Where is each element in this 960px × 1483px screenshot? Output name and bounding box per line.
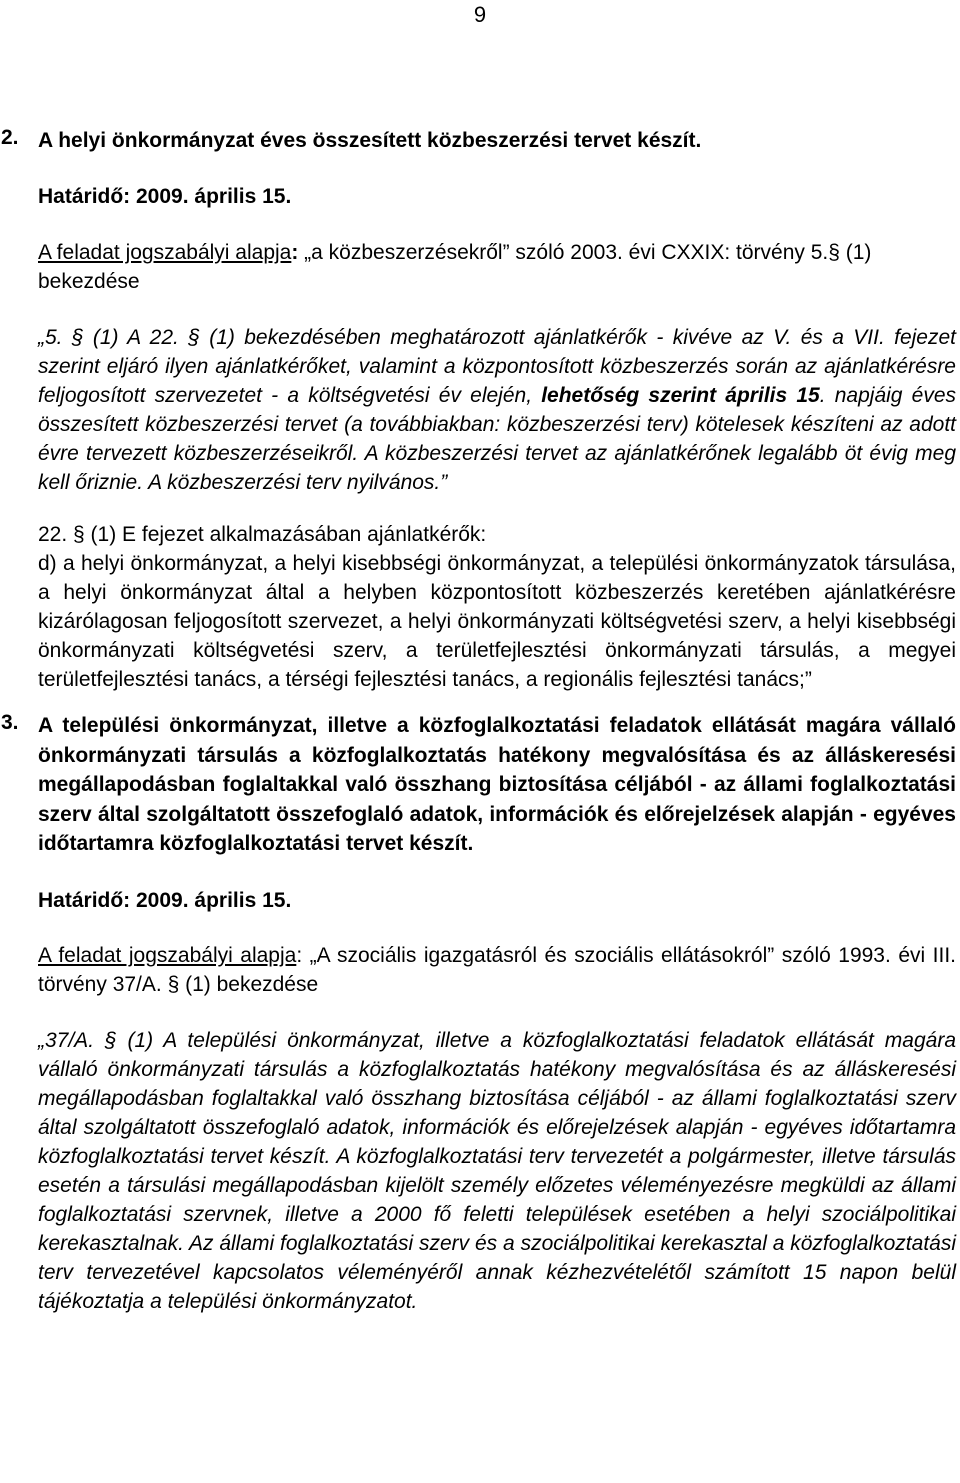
legal-basis-label: A feladat jogszabályi alapja bbox=[38, 241, 292, 264]
quote-text: „5. § (1) A 22. § (1) bekezdésében meghatározott ajánlatkérők - kivéve az V. és a VII. fejezet szerint eljáró ilyen ajánlatkérőket, valamint a központosított közbeszerzés során az ajánlatkérésre feljogosított szervezetet - a költségvetési év elején, bbox=[38, 326, 956, 407]
document-body bbox=[1, 126, 957, 1316]
quote-paragraph: „37/A. § (1) A települési önkormányzat, illetve a közfoglalkoztatási feladatok ellátását magára vállaló önkormányzati társulás a közfoglalkoztatás hatékony megvalósítása és az álláskeresési megállapodásban foglaltakkal való összhang biztosítása céljából - az állami foglalkoztatási szerv által szolgáltatott összefoglaló adatok, információk és előrejelzések alapján - egyéves időtartamra közfoglalkoztatási tervet készít. A közfoglalkoztatási terv tervezetét a polgármester, illetve társulás esetén a társulási megállapodásban kijelölt személy előzetes véleményezésre megküldi az állami foglalkoztatási szervnek, illetve a 2000 fő feletti települések esetében a helyi szociálpolitikai kerekasztalnak. Az állami foglalkoztatási szerv és a szociálpolitikai kerekasztal a közfoglalkoztatási terv tervezetével kapcsolatos véleményéről annak kézhezvételétől számított 15 napon belül tájékoztatja a települési önkormányzatot. bbox=[38, 1028, 956, 1313]
legal-basis bbox=[38, 238, 956, 296]
deadline: Határidő: 2009. április 15. bbox=[38, 888, 292, 912]
page-number: 9 bbox=[473, 2, 487, 27]
section-item-3 bbox=[1, 711, 956, 1316]
legal-basis-text: : „A szociális igazgatásról és szociális ellátásokról” szóló 1993. évi III. törvény 37/A. § (1) bekezdése bbox=[38, 943, 956, 996]
legal-basis-text: „a közbeszerzésekről” szóló 2003. évi CXXIX: törvény 5.§ (1) bekezdése bbox=[38, 241, 872, 293]
quote-emphasis: lehetőség szerint április 15 bbox=[541, 384, 820, 407]
section-item-2 bbox=[1, 126, 957, 694]
item-heading: A helyi önkormányzat éves összesített közbeszerzési tervet készít. bbox=[38, 129, 702, 152]
legal-basis-colon: : bbox=[291, 241, 299, 264]
item-number: 2. bbox=[1, 126, 19, 149]
legal-basis-label: A feladat jogszabályi alapja bbox=[38, 943, 297, 967]
quote-text: . napjáig éves összesített közbeszerzési tervet (a továbbiakban: közbeszerzési terv) kötelesek készíteni az adott évre tervezett közbeszerzéseikről. A közbeszerzési tervet az ajánlatkérőnek legalább öt évig meg kell őriznie. A közbeszerzési terv nyilvános.” bbox=[38, 384, 957, 494]
quote-paragraph: d) a helyi önkormányzat, a helyi kisebbségi önkormányzat, a települési önkormányzatok társulása, a helyi önkormányzat által a helyben központosított közbeszerzés keretében ajánlatkérésre kizárólagosan feljogosított szervezet, a helyi önkormányzati költségvetési szerv, a helyi kisebbségi önkormányzati költségvetési szerv, a területfejlesztési önkormányzati társulás, a megyei területfejlesztési tanács, a térségi fejlesztési tanács, a regionális fejlesztési tanács;” bbox=[38, 552, 956, 691]
quote-heading: 22. § (1) E fejezet alkalmazásában ajánlatkérők: bbox=[38, 523, 487, 546]
quote-paragraph bbox=[38, 323, 956, 497]
deadline: Határidő: 2009. április 15. bbox=[38, 185, 292, 208]
item-heading: A települési önkormányzat, illetve a közfoglalkoztatási feladatok ellátását magára vállaló önkormányzati társulás a közfoglalkoztatás hatékony megvalósítása és az álláskeresési megállapodásban foglaltakkal való összhang biztosítása céljából - az állami foglalkoztatási szerv által szolgáltatott összefoglaló adatok, információk és előrejelzések alapján - egyéves időtartamra közfoglalkoztatási tervet készít. bbox=[38, 714, 956, 855]
item-number: 3. bbox=[1, 711, 19, 734]
legal-basis bbox=[38, 941, 956, 999]
